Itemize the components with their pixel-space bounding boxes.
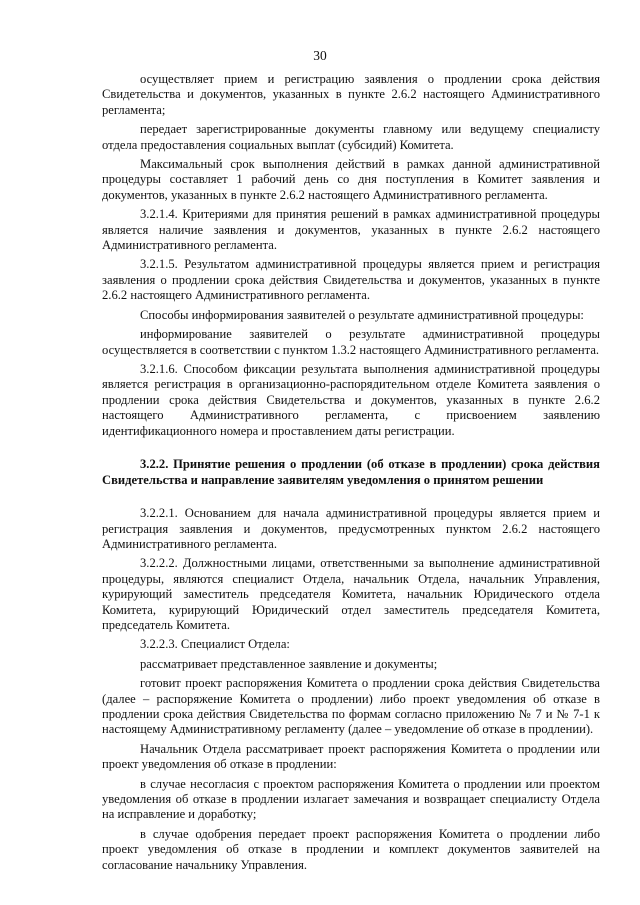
- paragraph: 3.2.2.1. Основанием для начала административной процедуры является прием и регистрация заявления и документов, предусмотренных пунктом 2.6.2 настоящего Административного регламента.: [102, 506, 600, 551]
- paragraph: 3.2.1.5. Результатом административной процедуры является прием и регистрация заявления о продлении срока действия Свидетельства и документов, указанных в пункте 2.6.2 настоящего Административного регламента.: [102, 257, 600, 303]
- section-heading: 3.2.2. Принятие решения о продлении (об отказе в продлении) срока действия Свидетельства и направление заявителям уведомления о принятом решении: [102, 456, 600, 487]
- paragraph: 3.2.2.3. Специалист Отдела:: [140, 637, 290, 652]
- document-body: [102, 72, 600, 877]
- paragraph: Начальник Отдела рассматривает проект распоряжения Комитета о продлении или проект уведомления об отказе в продлении:: [102, 741, 600, 772]
- paragraph: 3.2.2.2. Должностными лицами, ответственными за выполнение административной процедуры, являются специалист Отдела, начальник Отдела, начальник Управления, курирующий заместитель председателя Комитета, начальник Юридического отдела Комитета, курирующий Юридический отдел заместитель председателя Комитета, председатель Комитета.: [102, 556, 600, 632]
- paragraph: Максимальный срок выполнения действий в рамках данной административной процедуры составляет 1 рабочий день со дня поступления в Комитет заявления и документов, указанных в пункте 2.6.2 настоящего Административного регламента.: [102, 157, 600, 202]
- paragraph: информирование заявителей о результате административной процедуры осуществляется в соответствии с пунктом 1.3.2 настоящего Административного регламента.: [102, 327, 600, 357]
- paragraph: осуществляет прием и регистрацию заявления о продлении срока действия Свидетельства и документов, указанных в пункте 2.6.2 настоящего Административного регламента;: [102, 72, 600, 117]
- page-number: 30: [313, 48, 327, 63]
- paragraph: в случае несогласия с проектом распоряжения Комитета о продлении или проектом уведомления об отказе в продлении излагает замечания и возвращает специалисту Отдела на исправление и доработку;: [102, 776, 600, 822]
- paragraph: рассматривает представленное заявление и документы;: [140, 656, 438, 671]
- paragraph: готовит проект распоряжения Комитета о продлении срока действия Свидетельства (далее – распоряжение Комитета о продлении) либо проект уведомления об отказе в продлении срока действия Свидетельства по формам согласно приложению № 7 и № 7-1 к настоящему Административному регламенту (далее – уведомление об отказе в продлении).: [102, 676, 600, 737]
- paragraph: в случае одобрения передает проект распоряжения Комитета о продлении либо проект уведомления об отказе в продлении и комплект документов заявителей на согласование начальнику Управления.: [102, 826, 600, 872]
- paragraph: Способы информирования заявителей о результате административной процедуры:: [140, 307, 584, 322]
- paragraph: 3.2.1.6. Способом фиксации результата выполнения административной процедуры является регистрация в организационно-распорядительном отделе Комитета заявления о продлении срока действия Свидетельства и документов, указанных в пункте 2.6.2 настоящего Административного регламента, с присвоением заявлению идентификационного номера и проставлением даты регистрации.: [102, 361, 600, 438]
- paragraph: 3.2.1.4. Критериями для принятия решений в рамках административной процедуры является наличие заявления и документов, указанных в пункте 2.6.2 настоящего Административного регламента.: [102, 207, 600, 253]
- paragraph: передает зарегистрированные документы главному или ведущему специалисту отдела предоставления социальных выплат (субсидий) Комитета.: [102, 122, 600, 152]
